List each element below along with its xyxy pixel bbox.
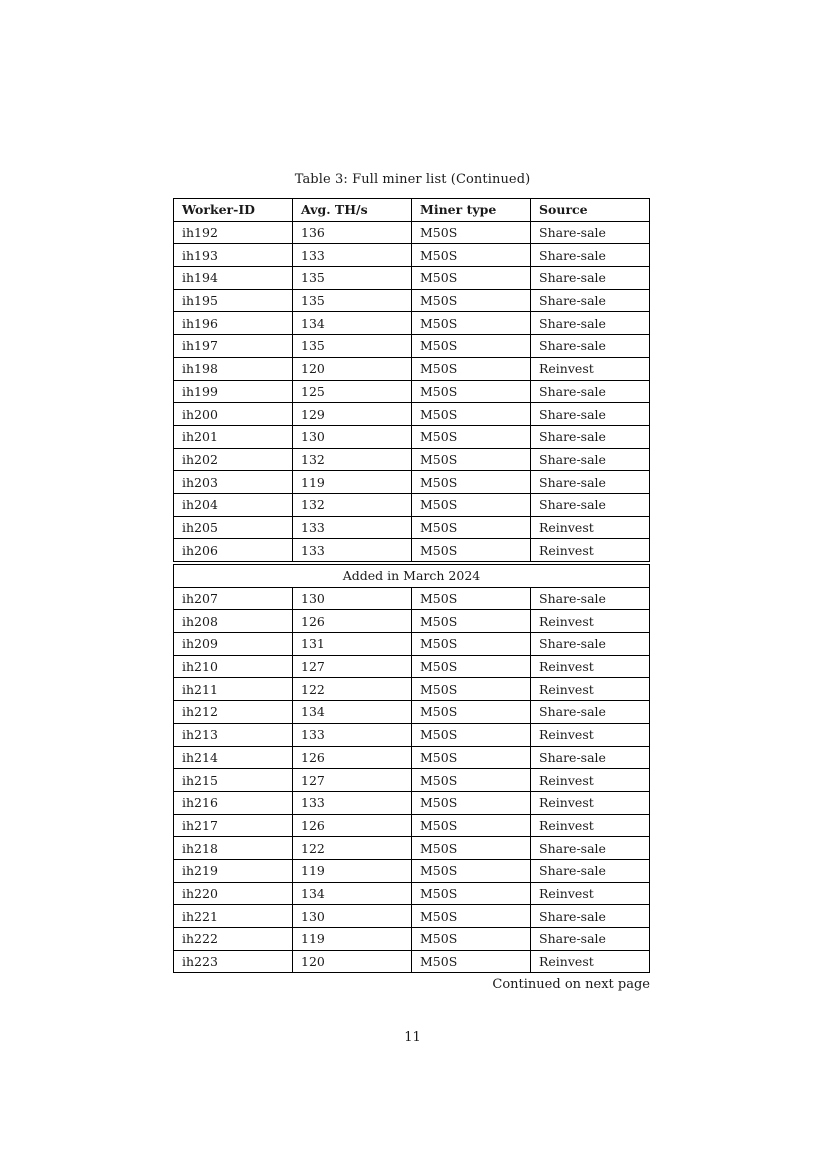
cell-avg-ths: 126 (293, 610, 412, 633)
cell-worker-id: ih192 (174, 221, 293, 244)
section-title: Added in March 2024 (174, 565, 650, 588)
cell-worker-id: ih197 (174, 335, 293, 358)
cell-worker-id: ih223 (174, 950, 293, 973)
table-row (174, 791, 650, 814)
cell-avg-ths: 119 (293, 471, 412, 494)
cell-miner-type: M50S (412, 493, 531, 516)
cell-avg-ths: 129 (293, 403, 412, 426)
cell-worker-id: ih222 (174, 928, 293, 951)
header-source: Source (531, 199, 650, 222)
cell-worker-id: ih209 (174, 633, 293, 656)
cell-source: Reinvest (531, 357, 650, 380)
cell-avg-ths: 122 (293, 678, 412, 701)
cell-worker-id: ih206 (174, 539, 293, 562)
cell-miner-type: M50S (412, 289, 531, 312)
cell-miner-type: M50S (412, 516, 531, 539)
cell-avg-ths: 135 (293, 289, 412, 312)
cell-worker-id: ih212 (174, 701, 293, 724)
cell-source: Share-sale (531, 746, 650, 769)
cell-avg-ths: 134 (293, 312, 412, 335)
cell-source: Share-sale (531, 403, 650, 426)
table-header-row (174, 199, 650, 222)
cell-avg-ths: 127 (293, 769, 412, 792)
cell-miner-type: M50S (412, 769, 531, 792)
cell-avg-ths: 126 (293, 814, 412, 837)
cell-miner-type: M50S (412, 859, 531, 882)
continued-note: Continued on next page (492, 977, 650, 992)
cell-worker-id: ih199 (174, 380, 293, 403)
cell-source: Reinvest (531, 516, 650, 539)
cell-source: Reinvest (531, 882, 650, 905)
cell-worker-id: ih211 (174, 678, 293, 701)
cell-miner-type: M50S (412, 610, 531, 633)
table-row (174, 312, 650, 335)
cell-avg-ths: 132 (293, 448, 412, 471)
cell-miner-type: M50S (412, 746, 531, 769)
table-row (174, 335, 650, 358)
cell-avg-ths: 136 (293, 221, 412, 244)
table-row (174, 267, 650, 290)
cell-worker-id: ih218 (174, 837, 293, 860)
cell-source: Share-sale (531, 312, 650, 335)
cell-source: Reinvest (531, 678, 650, 701)
cell-source: Share-sale (531, 701, 650, 724)
cell-miner-type: M50S (412, 244, 531, 267)
header-miner-type: Miner type (412, 199, 531, 222)
cell-avg-ths: 133 (293, 539, 412, 562)
cell-miner-type: M50S (412, 221, 531, 244)
table-row (174, 448, 650, 471)
cell-worker-id: ih217 (174, 814, 293, 837)
cell-miner-type: M50S (412, 380, 531, 403)
table-row (174, 837, 650, 860)
cell-source: Reinvest (531, 791, 650, 814)
table-row (174, 905, 650, 928)
table-row (174, 678, 650, 701)
cell-avg-ths: 134 (293, 882, 412, 905)
cell-miner-type: M50S (412, 928, 531, 951)
cell-avg-ths: 120 (293, 950, 412, 973)
table-row (174, 610, 650, 633)
cell-avg-ths: 131 (293, 633, 412, 656)
table-row (174, 403, 650, 426)
header-worker-id: Worker-ID (174, 199, 293, 222)
cell-worker-id: ih221 (174, 905, 293, 928)
cell-worker-id: ih205 (174, 516, 293, 539)
cell-miner-type: M50S (412, 882, 531, 905)
cell-source: Reinvest (531, 950, 650, 973)
cell-avg-ths: 130 (293, 905, 412, 928)
cell-worker-id: ih220 (174, 882, 293, 905)
cell-miner-type: M50S (412, 837, 531, 860)
cell-source: Reinvest (531, 814, 650, 837)
cell-miner-type: M50S (412, 425, 531, 448)
miner-table-march-2024 (173, 564, 650, 973)
cell-worker-id: ih207 (174, 587, 293, 610)
table-row (174, 539, 650, 562)
cell-avg-ths: 120 (293, 357, 412, 380)
table-row (174, 380, 650, 403)
cell-source: Share-sale (531, 267, 650, 290)
cell-worker-id: ih216 (174, 791, 293, 814)
cell-miner-type: M50S (412, 678, 531, 701)
table-row (174, 587, 650, 610)
cell-miner-type: M50S (412, 403, 531, 426)
cell-avg-ths: 133 (293, 516, 412, 539)
cell-worker-id: ih208 (174, 610, 293, 633)
cell-source: Share-sale (531, 837, 650, 860)
cell-avg-ths: 135 (293, 267, 412, 290)
cell-miner-type: M50S (412, 471, 531, 494)
cell-avg-ths: 133 (293, 723, 412, 746)
cell-miner-type: M50S (412, 448, 531, 471)
cell-worker-id: ih196 (174, 312, 293, 335)
cell-worker-id: ih204 (174, 493, 293, 516)
table-row (174, 289, 650, 312)
table-row (174, 950, 650, 973)
page-number: 11 (404, 1030, 421, 1045)
section-header-row (174, 565, 650, 588)
cell-worker-id: ih203 (174, 471, 293, 494)
cell-avg-ths: 119 (293, 859, 412, 882)
cell-source: Share-sale (531, 448, 650, 471)
cell-worker-id: ih213 (174, 723, 293, 746)
cell-avg-ths: 133 (293, 791, 412, 814)
table-row (174, 701, 650, 724)
cell-worker-id: ih194 (174, 267, 293, 290)
cell-miner-type: M50S (412, 633, 531, 656)
table-body-b (174, 587, 650, 973)
cell-source: Share-sale (531, 380, 650, 403)
cell-avg-ths: 134 (293, 701, 412, 724)
table-row (174, 723, 650, 746)
cell-miner-type: M50S (412, 950, 531, 973)
cell-source: Share-sale (531, 335, 650, 358)
cell-miner-type: M50S (412, 723, 531, 746)
table-row (174, 493, 650, 516)
table-row (174, 425, 650, 448)
cell-miner-type: M50S (412, 587, 531, 610)
cell-source: Share-sale (531, 905, 650, 928)
table-row (174, 882, 650, 905)
cell-worker-id: ih195 (174, 289, 293, 312)
cell-source: Reinvest (531, 539, 650, 562)
cell-avg-ths: 135 (293, 335, 412, 358)
cell-miner-type: M50S (412, 357, 531, 380)
cell-miner-type: M50S (412, 312, 531, 335)
header-avg-ths: Avg. TH/s (293, 199, 412, 222)
cell-worker-id: ih198 (174, 357, 293, 380)
cell-avg-ths: 130 (293, 587, 412, 610)
table-body-a (174, 221, 650, 561)
table-row (174, 814, 650, 837)
cell-miner-type: M50S (412, 701, 531, 724)
cell-source: Share-sale (531, 471, 650, 494)
cell-source: Share-sale (531, 244, 650, 267)
table-row (174, 357, 650, 380)
cell-miner-type: M50S (412, 791, 531, 814)
table-row (174, 655, 650, 678)
cell-source: Share-sale (531, 928, 650, 951)
table-row (174, 471, 650, 494)
cell-worker-id: ih219 (174, 859, 293, 882)
cell-avg-ths: 125 (293, 380, 412, 403)
cell-source: Share-sale (531, 587, 650, 610)
cell-source: Reinvest (531, 769, 650, 792)
table-row (174, 633, 650, 656)
cell-source: Share-sale (531, 493, 650, 516)
cell-source: Share-sale (531, 289, 650, 312)
table-row (174, 221, 650, 244)
cell-miner-type: M50S (412, 539, 531, 562)
cell-source: Share-sale (531, 425, 650, 448)
table-row (174, 746, 650, 769)
cell-worker-id: ih202 (174, 448, 293, 471)
cell-worker-id: ih193 (174, 244, 293, 267)
cell-source: Reinvest (531, 723, 650, 746)
cell-worker-id: ih215 (174, 769, 293, 792)
cell-worker-id: ih210 (174, 655, 293, 678)
cell-avg-ths: 133 (293, 244, 412, 267)
table-row (174, 928, 650, 951)
cell-source: Share-sale (531, 633, 650, 656)
cell-avg-ths: 126 (293, 746, 412, 769)
cell-avg-ths: 127 (293, 655, 412, 678)
cell-avg-ths: 132 (293, 493, 412, 516)
cell-source: Reinvest (531, 610, 650, 633)
table-row (174, 859, 650, 882)
table-row (174, 244, 650, 267)
cell-worker-id: ih201 (174, 425, 293, 448)
cell-avg-ths: 119 (293, 928, 412, 951)
cell-worker-id: ih214 (174, 746, 293, 769)
cell-miner-type: M50S (412, 814, 531, 837)
table-row (174, 769, 650, 792)
cell-source: Share-sale (531, 859, 650, 882)
cell-miner-type: M50S (412, 655, 531, 678)
cell-source: Share-sale (531, 221, 650, 244)
miner-table (173, 198, 650, 562)
cell-avg-ths: 122 (293, 837, 412, 860)
cell-miner-type: M50S (412, 267, 531, 290)
cell-avg-ths: 130 (293, 425, 412, 448)
table-row (174, 516, 650, 539)
table-caption: Table 3: Full miner list (Continued) (294, 172, 531, 187)
cell-worker-id: ih200 (174, 403, 293, 426)
cell-source: Reinvest (531, 655, 650, 678)
cell-miner-type: M50S (412, 905, 531, 928)
cell-miner-type: M50S (412, 335, 531, 358)
